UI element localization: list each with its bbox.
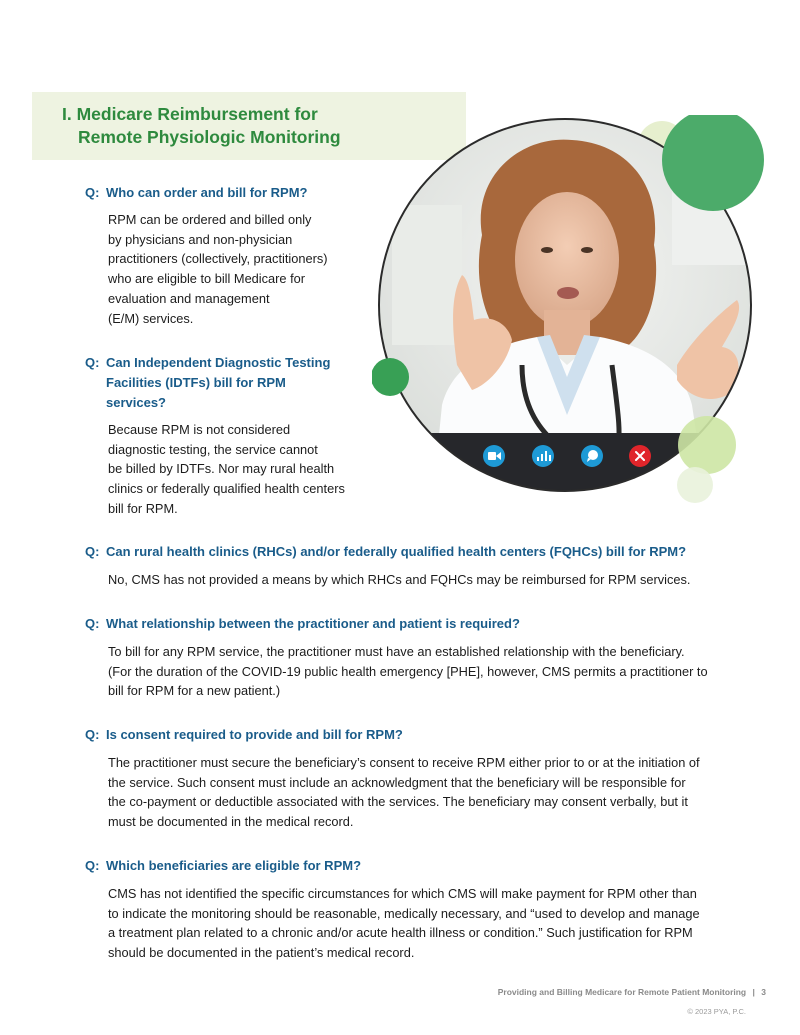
answer-line: CMS has not identified the specific circumstances for which CMS will make payment for RPM other than (108, 886, 697, 901)
answer-line: must be documented in the medical record. (108, 814, 354, 830)
question-text: Can Independent Diagnostic Testing (106, 355, 331, 370)
chat-bubble-icon[interactable] (581, 445, 603, 467)
section-title-line-2: Remote Physiologic Monitoring (78, 127, 341, 147)
answer-line: practitioners (collectively, practitioners) (108, 251, 328, 267)
answer-line: The practitioner must secure the beneficiary’s consent to receive RPM either prior to or at the initiation of (108, 755, 700, 770)
question-prefix: Q: (85, 858, 100, 873)
answer-line: be billed by IDTFs. Nor may rural health (108, 461, 335, 477)
deco-circle-pale (677, 467, 713, 503)
answer-line: (For the duration of the COVID-19 public health emergency [PHE], however, CMS permits a practitioner to (108, 663, 708, 679)
footer-title-text: Providing and Billing Medicare for Remote Patient Monitoring (497, 987, 747, 997)
answer-line: To bill for any RPM service, the practitioner must have an established relationship with the beneficiary. (108, 644, 685, 659)
question-1 (85, 183, 308, 203)
question-text: Facilities (IDTFs) bill for RPM (106, 375, 286, 390)
question-text: Can rural health clinics (RHCs) and/or federally qualified health centers (FQHCs) bill for RPM? (106, 544, 687, 559)
video-call-graphic (372, 115, 772, 505)
close-icon[interactable] (629, 445, 651, 467)
footer-running-title (498, 987, 766, 997)
question-prefix: Q: (85, 544, 100, 559)
question-prefix: Q: (85, 727, 100, 742)
answer-line: (E/M) services. (108, 310, 194, 326)
signal-bars-icon[interactable] (532, 445, 554, 467)
answer-6 (108, 884, 700, 963)
answer-line: the service. Such consent must include an acknowledgment that the beneficiary will be responsible for (108, 774, 686, 790)
answer-line: bill for RPM. (108, 500, 178, 516)
question-text: services? (106, 395, 166, 410)
question-text: Which beneficiaries are eligible for RPM? (106, 858, 362, 873)
answer-line: who are eligible to bill Medicare for (108, 271, 306, 287)
question-prefix: Q: (85, 616, 100, 631)
section-title-line-1: I. Medicare Reimbursement for (62, 104, 318, 124)
question-text: Is consent required to provide and bill for RPM? (106, 727, 403, 742)
question-6 (85, 856, 361, 876)
answer-3 (108, 570, 690, 590)
question-4 (85, 614, 520, 634)
answer-line: should be documented in the patient’s medical record. (108, 945, 415, 961)
answer-line: bill for RPM for a new patient.) (108, 683, 281, 699)
question-prefix: Q: (85, 185, 100, 200)
footer-separator: | (752, 987, 755, 997)
question-3 (85, 542, 686, 562)
answer-line: RPM can be ordered and billed only (108, 212, 312, 227)
answer-line: by physicians and non-physician (108, 231, 293, 247)
video-camera-icon[interactable] (483, 445, 505, 467)
answer-2 (108, 420, 345, 519)
answer-line: Because RPM is not considered (108, 422, 291, 437)
question-2 (85, 353, 330, 413)
answer-5 (108, 753, 700, 832)
question-text: Who can order and bill for RPM? (106, 185, 308, 200)
video-call-illustration (372, 115, 772, 505)
answer-line: the co-payment or deductible associated with the services. The beneficiary may consent verbally, but it (108, 794, 688, 810)
answer-line: evaluation and management (108, 290, 270, 306)
answer-line: a treatment plan related to a chronic and/or acute health illness or condition.” Such justification for RPM (108, 925, 693, 941)
question-5 (85, 725, 403, 745)
answer-line: No, CMS has not provided a means by which RHCs and FQHCs may be reimbursed for RPM services. (108, 572, 691, 587)
deco-circle-green-small (372, 358, 409, 396)
question-prefix: Q: (85, 355, 100, 370)
answer-line: to indicate the monitoring should be reasonable, medically necessary, and “used to develop and manage (108, 905, 700, 921)
question-text: What relationship between the practitioner and patient is required? (106, 616, 520, 631)
answer-4 (108, 642, 708, 701)
answer-line: diagnostic testing, the service cannot (108, 441, 318, 457)
footer-copyright: © 2023 PYA, P.C. (687, 1007, 746, 1016)
answer-1 (108, 210, 328, 328)
answer-line: clinics or federally qualified health centers (108, 481, 345, 497)
page-number: 3 (761, 987, 766, 997)
section-title (62, 103, 341, 149)
deco-circle-lime (678, 416, 736, 474)
